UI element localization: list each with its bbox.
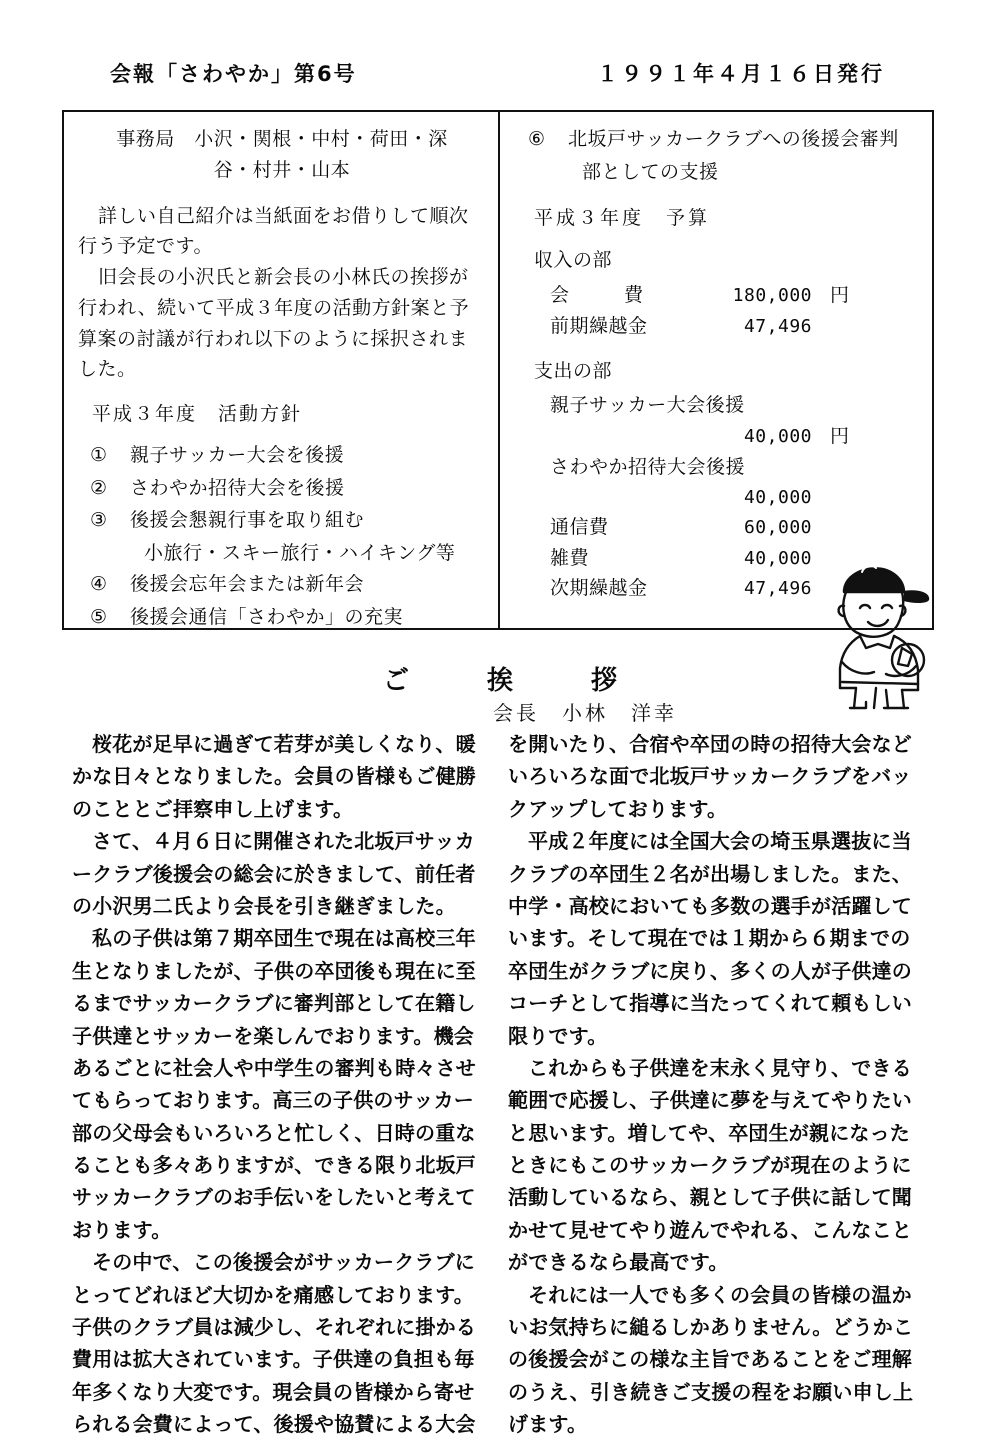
- paragraph: 桜花が足早に過ぎて若芽が美しくなり、暖かな日々となりました。会員の皆様もご健勝のこととご拝察申し上げます。: [72, 732, 476, 821]
- budget-row-label: 次期繰越金: [550, 577, 648, 600]
- column-divider: [498, 112, 500, 628]
- list-item: [516, 124, 918, 155]
- list-item-sublabel: 部としての支援: [582, 160, 719, 183]
- budget-row: [516, 452, 918, 483]
- list-item: [78, 440, 486, 471]
- budget-row-amount: 180,000: [732, 285, 812, 307]
- paragraph: 私の子供は第７期卒団生で現在は高校三年生となりましたが、子供の卒団後も現在に至るまでサッカークラブに審判部として在籍し子供達とサッカーを楽しんでおります。機会あるごとに社会人や中学生の審判も時々させてもらっております。高三の子供のサッカー部の父母会もいろいろと忙しく、日時の重なることも多々ありますが、できる限り北坂戸サッカークラブのお手伝いをしたいと考えております。: [72, 926, 476, 1242]
- budget-row: [516, 390, 918, 421]
- list-item: [78, 473, 486, 504]
- list-item-label: 北坂戸サッカークラブへの後援会審判: [568, 128, 899, 150]
- list-item-sublabel: 小旅行・スキー旅行・ハイキング等: [144, 542, 456, 565]
- expense-heading: 支出の部: [534, 359, 613, 382]
- top-left-column: [78, 124, 486, 634]
- list-item-number: ⑤: [90, 605, 108, 628]
- list-item-label: 後援会忘年会または新年会: [130, 572, 365, 595]
- top-right-column: [516, 124, 918, 604]
- budget-row: [516, 311, 918, 342]
- income-heading: 収入の部: [534, 249, 613, 272]
- budget-row-label: 雑費: [550, 546, 590, 569]
- list-item-label: 後援会懇親行事を取り組む: [130, 509, 365, 532]
- budget-row: [516, 280, 918, 311]
- list-item-label: さわやか招待大会を後援: [130, 476, 345, 499]
- top-left-paragraph-1: 詳しい自己紹介は当紙面をお借りして順次行う予定です。: [78, 204, 469, 258]
- list-item-label: 親子サッカー大会を後援: [130, 443, 345, 466]
- list-item-number: ⑥: [528, 128, 546, 150]
- greeting-title: ご 挨 拶: [382, 666, 643, 696]
- paragraph: さて、４月６日に開催された北坂戸サッカークラブ後援会の総会に於きまして、前任者の小沢男二氏より会長を引き継ぎました。: [72, 829, 476, 918]
- issue-date: １９９１年４月１６日発行: [597, 62, 885, 86]
- greeting-body-right: [508, 728, 928, 1441]
- budget-row-amount: 60,000: [743, 516, 812, 538]
- masthead: [60, 58, 940, 88]
- top-left-paragraph-2: 旧会長の小沢氏と新会長の小林氏の挨拶が行われ、続いて平成３年度の活動方針案と予算案の討議が行われ以下のように採択されました。: [78, 266, 470, 381]
- budget-row-unit: 円: [830, 425, 850, 448]
- budget-row-amount: 40,000: [743, 426, 812, 448]
- budget-row-label: さわやか招待大会後援: [550, 455, 746, 478]
- paragraph: これからも子供達を末永く見守り、できる範囲で応援し、子供達に夢を与えてやりたいと思います。増してや、卒団生が親になったときにもこのサッカークラブが現在のように活動しているなら、親として子供に話して聞かせて見せてやり遊んでやれる、こんなことができるなら最高です。: [508, 1055, 912, 1275]
- list-item: [78, 569, 486, 600]
- policy-list: [78, 440, 486, 633]
- list-item: [78, 505, 486, 536]
- budget-row: [516, 483, 918, 512]
- paragraph: それには一人でも多くの会員の皆様の温かいお気持ちに縋るしかありません。どうかこの後援会がこの様な主旨であることをご理解のうえ、引き続きご支援の程をお願い申し上げます。: [508, 1282, 914, 1437]
- budget-row-amount: 47,496: [743, 578, 812, 600]
- greeting-body-left: [72, 728, 492, 1441]
- policy-heading: 平成３年度 活動方針: [92, 403, 303, 426]
- paragraph: 平成２年度には全国大会の埼玉県選抜に当クラブの卒団生２名が出場しました。また、中学・高校においても多数の選手が活躍しています。そして現在では１期から６期までの卒団生がクラブに戻り、多くの人が子供達のコーチとして指導に当たってくれて頼もしい限りです。: [508, 829, 912, 1048]
- budget-row: [516, 421, 918, 452]
- budget-row-label: 通信費: [550, 515, 609, 538]
- budget-row-unit: 円: [830, 284, 850, 307]
- greeting-byline: 会長 小林 洋幸: [493, 701, 677, 725]
- budget-row-amount: 40,000: [743, 486, 812, 508]
- budget-row: [516, 512, 918, 543]
- paragraph: その中で、この後援会がサッカークラブにとってどれほど大切かを痛感しております。子供のクラブ員は減少し、それぞれに掛かる費用は拡大されています。子供達の負担も毎年多くなり大変です。現会員の皆様から寄せられる会費によって、後援や協賛による大会: [72, 1250, 476, 1437]
- list-item-label: 後援会通信「さわやか」の充実: [130, 605, 404, 628]
- budget-heading: 平成３年度 予算: [534, 206, 711, 229]
- list-item-number: ④: [90, 572, 108, 595]
- budget-row-amount: 40,000: [743, 547, 812, 569]
- list-item: [78, 602, 486, 633]
- budget-row-label: 会 費: [550, 284, 662, 307]
- budget-row-label: 前期繰越金: [550, 314, 648, 337]
- paragraph: を開いたり、合宿や卒団の時の招待大会などいろいろな面で北坂戸サッカークラブをバックアップしております。: [508, 732, 912, 821]
- newsletter-title: 会報「さわやか」第6号: [110, 62, 357, 86]
- office-line-1: 事務局 小沢・関根・中村・荷田・深: [116, 128, 448, 150]
- budget-row-label: 親子サッカー大会後援: [550, 394, 745, 417]
- office-line-2: 谷・村井・山本: [213, 158, 351, 181]
- list-item-number: ①: [90, 443, 108, 466]
- list-item-number: ③: [90, 509, 108, 532]
- list-item-number: ②: [90, 476, 108, 499]
- budget-row-amount: 47,496: [743, 315, 812, 337]
